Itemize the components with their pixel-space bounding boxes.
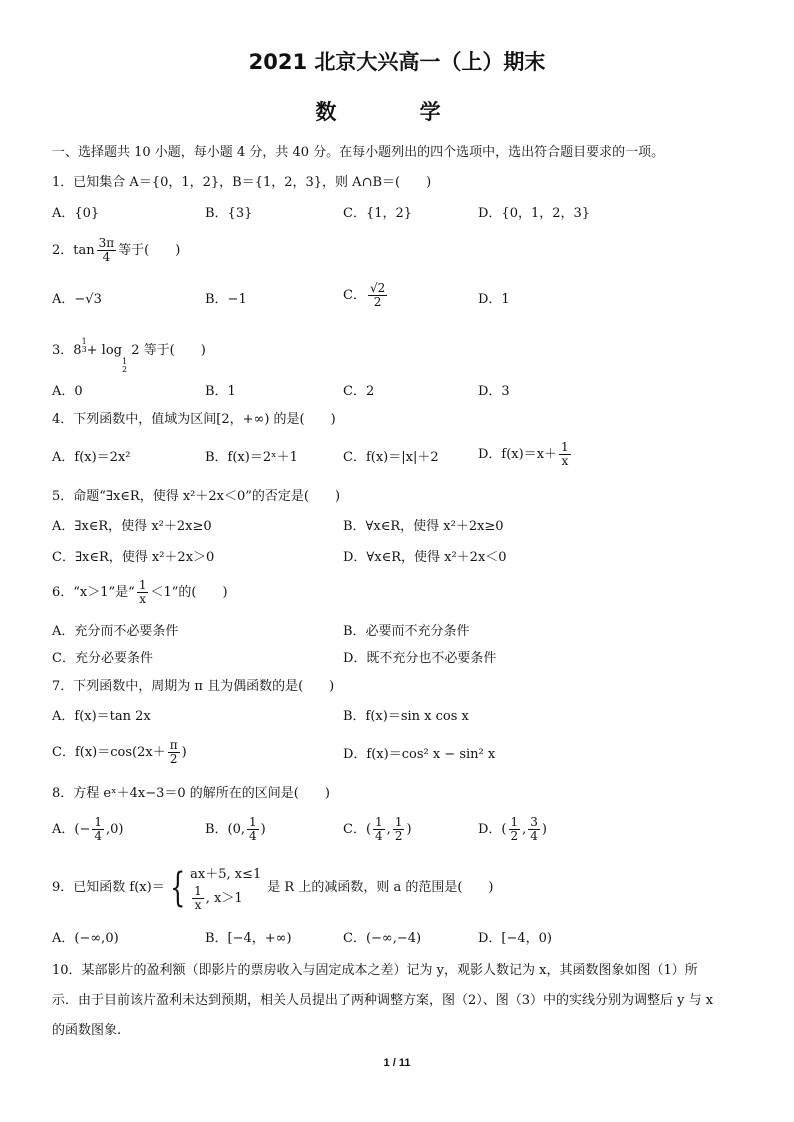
q6-option-c: C．充分必要条件 bbox=[52, 651, 153, 666]
q6-option-a: A．充分而不必要条件 bbox=[52, 624, 179, 639]
q7-option-a: A．f(x)＝tan 2x bbox=[52, 709, 151, 724]
q2-option-d: D．1 bbox=[478, 292, 510, 307]
q8-option-d: D．( $\frac{1}{2}$ , $\frac{3}{4}$ ) bbox=[478, 815, 547, 843]
q6-option-d: D．既不充分也不必要条件 bbox=[343, 651, 497, 666]
q8-option-a: A．(− $\frac{1}{4}$ ,0) bbox=[52, 815, 124, 843]
q3-option-d: D．3 bbox=[478, 384, 510, 399]
q8-stem: 8．方程 eˣ＋4x−3＝0 的解所在的区间是( ) bbox=[52, 786, 330, 801]
q9-stem: 9．已知函数 f(x)＝ { ax＋5, x≤1 $\frac{1}{x}$ , x＞1 是 R 上的减函数，则 a 的范围是( ) bbox=[52, 865, 494, 912]
q1-option-b: B．{3} bbox=[205, 206, 253, 221]
q1-option-a: A．{0} bbox=[52, 206, 100, 221]
q1-stem: 1．已知集合 A＝{0，1，2}，B＝{1，2，3}，则 A∩B＝( ) bbox=[52, 175, 432, 190]
q3-option-c: C．2 bbox=[343, 384, 375, 399]
q2-stem: 2．tan $\frac{3\pi}{4}$ 等于( ) bbox=[52, 236, 181, 264]
q4-option-c: C．f(x)＝|x|＋2 bbox=[343, 450, 439, 465]
q9-option-b: B．[−4，+∞) bbox=[205, 931, 292, 946]
q9-option-c: C．(−∞,−4) bbox=[343, 931, 422, 946]
q3-option-a: A．0 bbox=[52, 384, 83, 399]
q6-stem: 6．“x＞1”是“ $\frac{1}{x}$ ＜1”的( ) bbox=[52, 578, 228, 606]
brace-symbol: { bbox=[169, 865, 186, 911]
section-intro: 一、选择题共 10 小题，每小题 4 分，共 40 分。在每小题列出的四个选项中，选出符合题目要求的一项。 bbox=[52, 145, 665, 160]
q8-option-c: C．( $\frac{1}{4}$ , $\frac{1}{2}$ ) bbox=[343, 815, 412, 843]
q2-option-c: C． $\frac{√2}{2}$ bbox=[343, 281, 386, 309]
q9-option-a: A．(−∞,0) bbox=[52, 931, 119, 946]
q3-stem: 3．8 $^{1 3}$ + log $_{1 2}$ 2 等于( ) bbox=[52, 337, 206, 374]
q9-option-d: D．[−4，0) bbox=[478, 931, 553, 946]
q7-stem: 7．下列函数中，周期为 π 且为偶函数的是( ) bbox=[52, 679, 335, 694]
q4-stem: 4．下列函数中，值域为区间[2，+∞) 的是( ) bbox=[52, 412, 336, 427]
q5-option-d: D．∀x∈R，使得 x²＋2x＜0 bbox=[343, 550, 507, 565]
page-number: 1 / 11 bbox=[383, 1057, 411, 1069]
q2-option-a: A．−√3 bbox=[52, 292, 102, 307]
q10-line-2: 示．由于目前该片盈利未达到预期，相关人员提出了两种调整方案，图（2）、图（3）中的实线分别为调整后 y 与 x bbox=[52, 993, 714, 1008]
q7-option-c: C．f(x)＝cos(2x＋ $\frac{\pi}{2}$ ) bbox=[52, 738, 187, 766]
q7-option-d: D．f(x)＝cos² x − sin² x bbox=[343, 747, 496, 762]
q6-option-b: B．必要而不充分条件 bbox=[343, 624, 470, 639]
page-title: 2021 北京大兴高一（上）期末 bbox=[248, 50, 546, 74]
q5-option-a: A．∃x∈R，使得 x²＋2x≥0 bbox=[52, 519, 212, 534]
piecewise-cases: ax＋5, x≤1 $\frac{1}{x}$ , x＞1 bbox=[190, 866, 262, 912]
q1-option-d: D．{0，1，2，3} bbox=[478, 206, 591, 221]
subject-title: 数 学 bbox=[315, 100, 479, 124]
q4-option-d: D．f(x)＝x＋ $\frac{1}{x}$ bbox=[478, 440, 569, 468]
q5-stem: 5．命题“∃x∈R，使得 x²＋2x＜0”的否定是( ) bbox=[52, 489, 341, 504]
q1-option-c: C．{1，2} bbox=[343, 206, 413, 221]
q7-option-b: B．f(x)＝sin x cos x bbox=[343, 709, 469, 724]
q5-option-b: B．∀x∈R，使得 x²＋2x≥0 bbox=[343, 519, 504, 534]
q2-option-b: B．−1 bbox=[205, 292, 247, 307]
q5-option-c: C．∃x∈R，使得 x²＋2x＞0 bbox=[52, 550, 215, 565]
q10-line-1: 10．某部影片的盈利额（即影片的票房收入与固定成本之差）记为 y，观影人数记为 x，其函数图象如图（1）所 bbox=[52, 963, 698, 978]
q3-option-b: B．1 bbox=[205, 384, 236, 399]
q4-option-b: B．f(x)＝2ˣ＋1 bbox=[205, 450, 298, 465]
q10-line-3: 的函数图象. bbox=[52, 1023, 122, 1038]
q4-option-a: A．f(x)＝2x² bbox=[52, 450, 131, 465]
q8-option-b: B．(0, $\frac{1}{4}$ ) bbox=[205, 815, 266, 843]
